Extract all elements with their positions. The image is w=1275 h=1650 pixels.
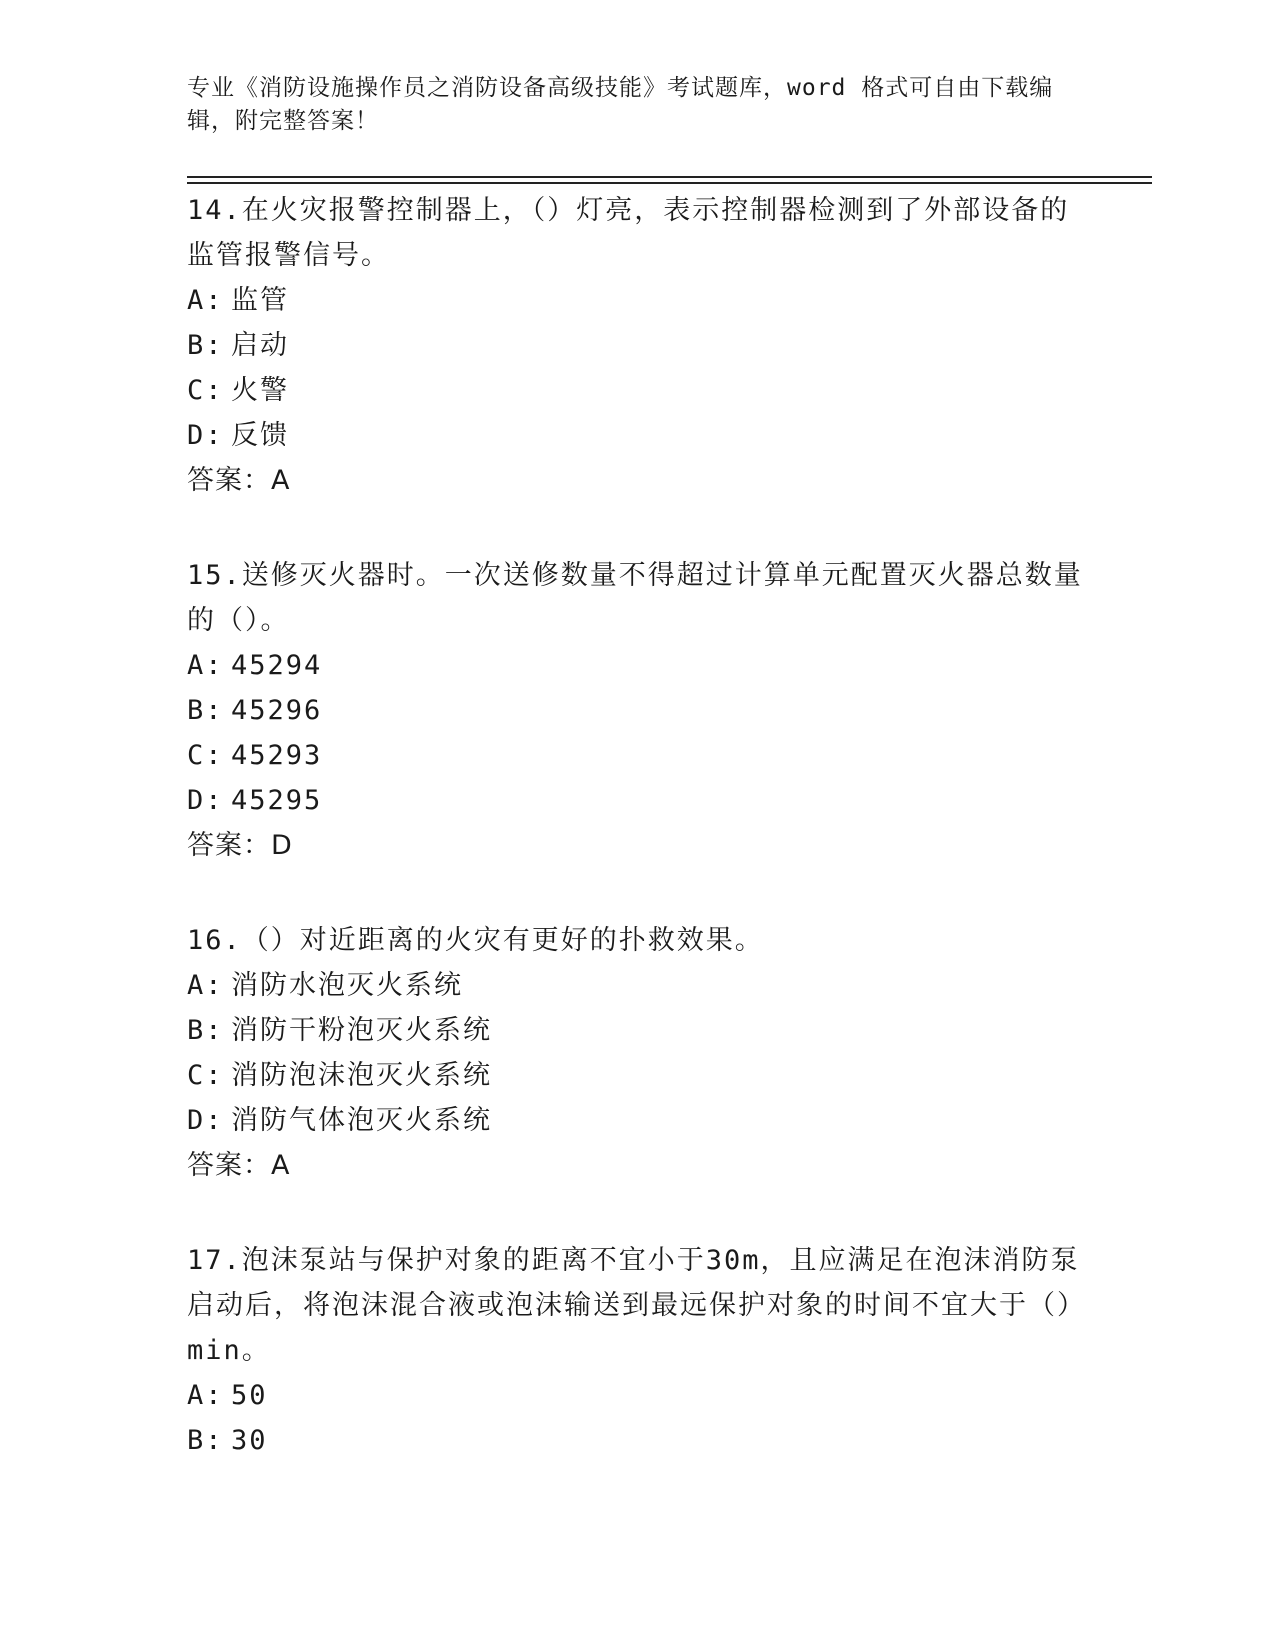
option-text: 30 [231, 1425, 268, 1456]
option-a [187, 963, 1087, 1008]
option-a [187, 278, 1087, 323]
question-stem: 17.泡沫泵站与保护对象的距离不宜小于30m，且应满足在泡沫消防泵启动后，将泡沫混合液或泡沫输送到最远保护对象的时间不宜大于（）min。 [187, 1245, 1086, 1366]
option-d [187, 1098, 1087, 1143]
option-b [187, 688, 1087, 733]
option-label: A: [187, 285, 224, 316]
option-text: 消防泡沫泡灭火系统 [231, 1060, 492, 1091]
option-a [187, 1373, 1087, 1418]
answer-line: 答案：D [187, 830, 293, 861]
option-label: A: [187, 650, 224, 681]
option-text: 45296 [231, 695, 323, 726]
option-label: C: [187, 740, 224, 771]
question-stem: 14.在火灾报警控制器上，（）灯亮，表示控制器检测到了外部设备的监管报警信号。 [187, 195, 1070, 271]
option-text: 监管 [231, 285, 289, 316]
option-c [187, 733, 1087, 778]
question-stem: 15.送修灭火器时。一次送修数量不得超过计算单元配置灭火器总数量的（）。 [187, 560, 1083, 636]
option-text: 50 [231, 1380, 268, 1411]
option-text: 消防干粉泡灭火系统 [231, 1015, 492, 1046]
document-header-intro: 专业《消防设施操作员之消防设备高级技能》考试题库，word 格式可自由下载编辑，附完整答案！ [187, 75, 1054, 134]
option-d [187, 778, 1087, 823]
option-label: B: [187, 1425, 224, 1456]
option-text: 反馈 [231, 420, 289, 451]
question-16 [187, 918, 1087, 1188]
option-label: A: [187, 970, 224, 1001]
answer-line: 答案：A [187, 465, 291, 496]
option-c [187, 368, 1087, 413]
answer-line: 答案：A [187, 1150, 291, 1181]
option-text: 消防气体泡灭火系统 [231, 1105, 492, 1136]
option-a [187, 643, 1087, 688]
option-label: D: [187, 1105, 224, 1136]
option-label: C: [187, 375, 224, 406]
option-c [187, 1053, 1087, 1098]
option-label: D: [187, 420, 224, 451]
option-label: B: [187, 695, 224, 726]
option-b [187, 323, 1087, 368]
question-15 [187, 553, 1087, 868]
option-label: B: [187, 330, 224, 361]
option-d [187, 413, 1087, 458]
option-text: 启动 [231, 330, 289, 361]
option-label: A: [187, 1380, 224, 1411]
header-divider-bottom [187, 182, 1152, 184]
question-14 [187, 188, 1087, 503]
question-stem: 16.（）对近距离的火灾有更好的扑救效果。 [187, 925, 764, 956]
option-text: 消防水泡灭火系统 [231, 970, 463, 1001]
option-label: D: [187, 785, 224, 816]
option-label: C: [187, 1060, 224, 1091]
option-text: 45295 [231, 785, 323, 816]
option-b [187, 1008, 1087, 1053]
option-label: B: [187, 1015, 224, 1046]
option-b [187, 1418, 1087, 1463]
option-text: 45293 [231, 740, 323, 771]
option-text: 45294 [231, 650, 323, 681]
option-text: 火警 [231, 375, 289, 406]
header-divider-top [187, 176, 1152, 178]
question-17 [187, 1238, 1087, 1463]
